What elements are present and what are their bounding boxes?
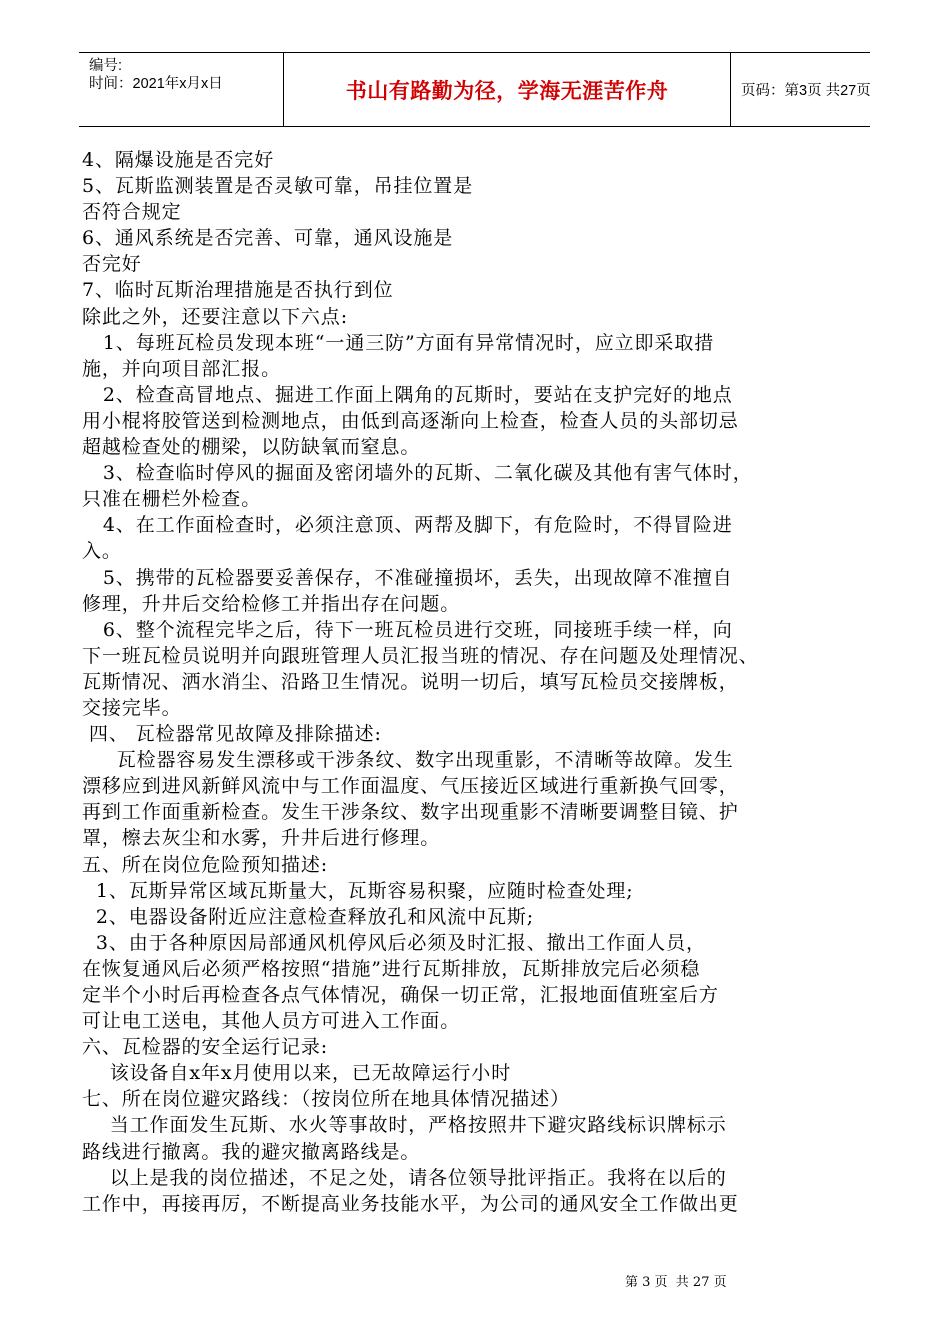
body-line: 该设备自x年x月使用以来，已无故障运行小时 bbox=[82, 1062, 512, 1085]
body-line: 2、电器设备附近应注意检查释放孔和风流中瓦斯; bbox=[82, 905, 535, 928]
body-line: 路线进行撤离。我的避灾撤离路线是。 bbox=[82, 1140, 421, 1163]
page-footer: 第 3 页 共 27 页 bbox=[625, 1275, 727, 1290]
body-line: 3、检查临时停风的掘面及密闭墙外的瓦斯、二氧化碳及其他有害气体时， bbox=[82, 462, 753, 485]
body-line: 4、在工作面检查时，必须注意顶、两帮及脚下，有危险时，不得冒险进 bbox=[82, 514, 733, 537]
body-line: 在恢复通风后必须严格按照“措施”进行瓦斯排放，瓦斯排放完后必须稳 bbox=[82, 957, 701, 980]
document-body bbox=[82, 147, 882, 1217]
header-motto: 书山有路勤为径，学海无涯苦作舟 bbox=[345, 78, 669, 103]
body-line: 工作中，再接再厉，不断提高业务技能水平，为公司的通风安全工作做出更 bbox=[82, 1192, 739, 1215]
body-line: 用小棍将胶管送到检测地点，由低到高逐渐向上检查，检查人员的头部切忌 bbox=[82, 409, 739, 432]
body-line: 超越检查处的棚梁，以防缺氧而窒息。 bbox=[82, 436, 421, 459]
body-line: 瓦斯情况、洒水消尘、沿路卫生情况。说明一切后，填写瓦检员交接牌板， bbox=[82, 670, 739, 693]
body-line: 瓦检器容易发生漂移或干涉条纹、数字出现重影，不清晰等故障。发生 bbox=[82, 749, 734, 772]
body-line: 以上是我的岗位描述，不足之处，请各位领导批评指正。我将在以后的 bbox=[82, 1166, 727, 1189]
body-line: 施，并向项目部汇报。 bbox=[82, 357, 282, 380]
body-line: 罩，檫去灰尘和水雾，升井后进行修理。 bbox=[82, 827, 441, 850]
body-line: 否完好 bbox=[82, 253, 142, 276]
body-line: 下一班瓦检员说明并向跟班管理人员汇报当班的情况、存在问题及处理情况、 bbox=[82, 644, 759, 667]
body-line: 修理，升井后交给检修工并指出存在问题。 bbox=[82, 592, 461, 615]
page-header bbox=[79, 52, 870, 127]
header-motto-cell bbox=[283, 53, 731, 126]
body-line: 5、瓦斯监测装置是否灵敏可靠，吊挂位置是 bbox=[82, 175, 474, 198]
body-line: 五、所在岗位危险预知描述: bbox=[82, 853, 329, 876]
header-meta bbox=[79, 53, 283, 126]
body-line: 6、通风系统是否完善、可靠，通风设施是 bbox=[82, 227, 454, 250]
body-line: 3、由于各种原因局部通风机停风后必须及时汇报、撤出工作面人员， bbox=[82, 931, 706, 954]
body-line: 当工作面发生瓦斯、水火等事故时，严格按照井下避灾路线标识牌标示 bbox=[82, 1114, 727, 1137]
body-line: 只准在栅栏外检查。 bbox=[82, 488, 262, 511]
body-line: 5、携带的瓦检器要妥善保存，不准碰撞损坏，丢失，出现故障不准擅自 bbox=[82, 566, 733, 589]
body-line: 否符合规定 bbox=[82, 201, 182, 224]
body-line: 2、检查高冒地点、掘进工作面上隅角的瓦斯时，要站在支护完好的地点 bbox=[82, 383, 733, 406]
body-line: 6、整个流程完毕之后，待下一班瓦检员进行交班，同接班手续一样，向 bbox=[82, 618, 733, 641]
body-line: 交接完毕。 bbox=[82, 696, 182, 719]
body-line: 除此之外，还要注意以下六点: bbox=[82, 305, 349, 328]
body-line: 1、每班瓦检员发现本班“一通三防”方面有异常情况时，应立即采取措 bbox=[82, 331, 715, 354]
header-page-info: 页码：第3页 共27页 bbox=[741, 83, 871, 99]
body-line: 1、瓦斯异常区域瓦斯量大，瓦斯容易积聚，应随时检查处理; bbox=[82, 879, 634, 902]
body-line: 定半个小时后再检查各点气体情况，确保一切正常，汇报地面值班室后方 bbox=[82, 984, 719, 1006]
body-line: 七、所在岗位避灾路线：（按岗位所在地具体情况描述） bbox=[82, 1088, 571, 1111]
body-line: 7、临时瓦斯治理措施是否执行到位 bbox=[82, 279, 394, 302]
body-line: 漂移应到进风新鲜风流中与工作面温度、气压接近区域进行重新换气回零， bbox=[82, 775, 739, 798]
body-line: 四、 瓦检器常见故障及排除描述: bbox=[82, 723, 382, 746]
number-label: 编号: bbox=[89, 58, 123, 74]
body-line: 再到工作面重新检查。发生干涉条纹、数字出现重影不清晰要调整目镜、护 bbox=[82, 801, 739, 824]
body-line: 4、隔爆设施是否完好 bbox=[82, 149, 275, 171]
time-label: 时间：2021年x月x日 bbox=[89, 76, 223, 92]
body-line: 可让电工送电，其他人员方可进入工作面。 bbox=[82, 1010, 461, 1033]
body-line: 六、瓦检器的安全运行记录: bbox=[82, 1036, 329, 1059]
body-line: 入。 bbox=[82, 540, 122, 563]
